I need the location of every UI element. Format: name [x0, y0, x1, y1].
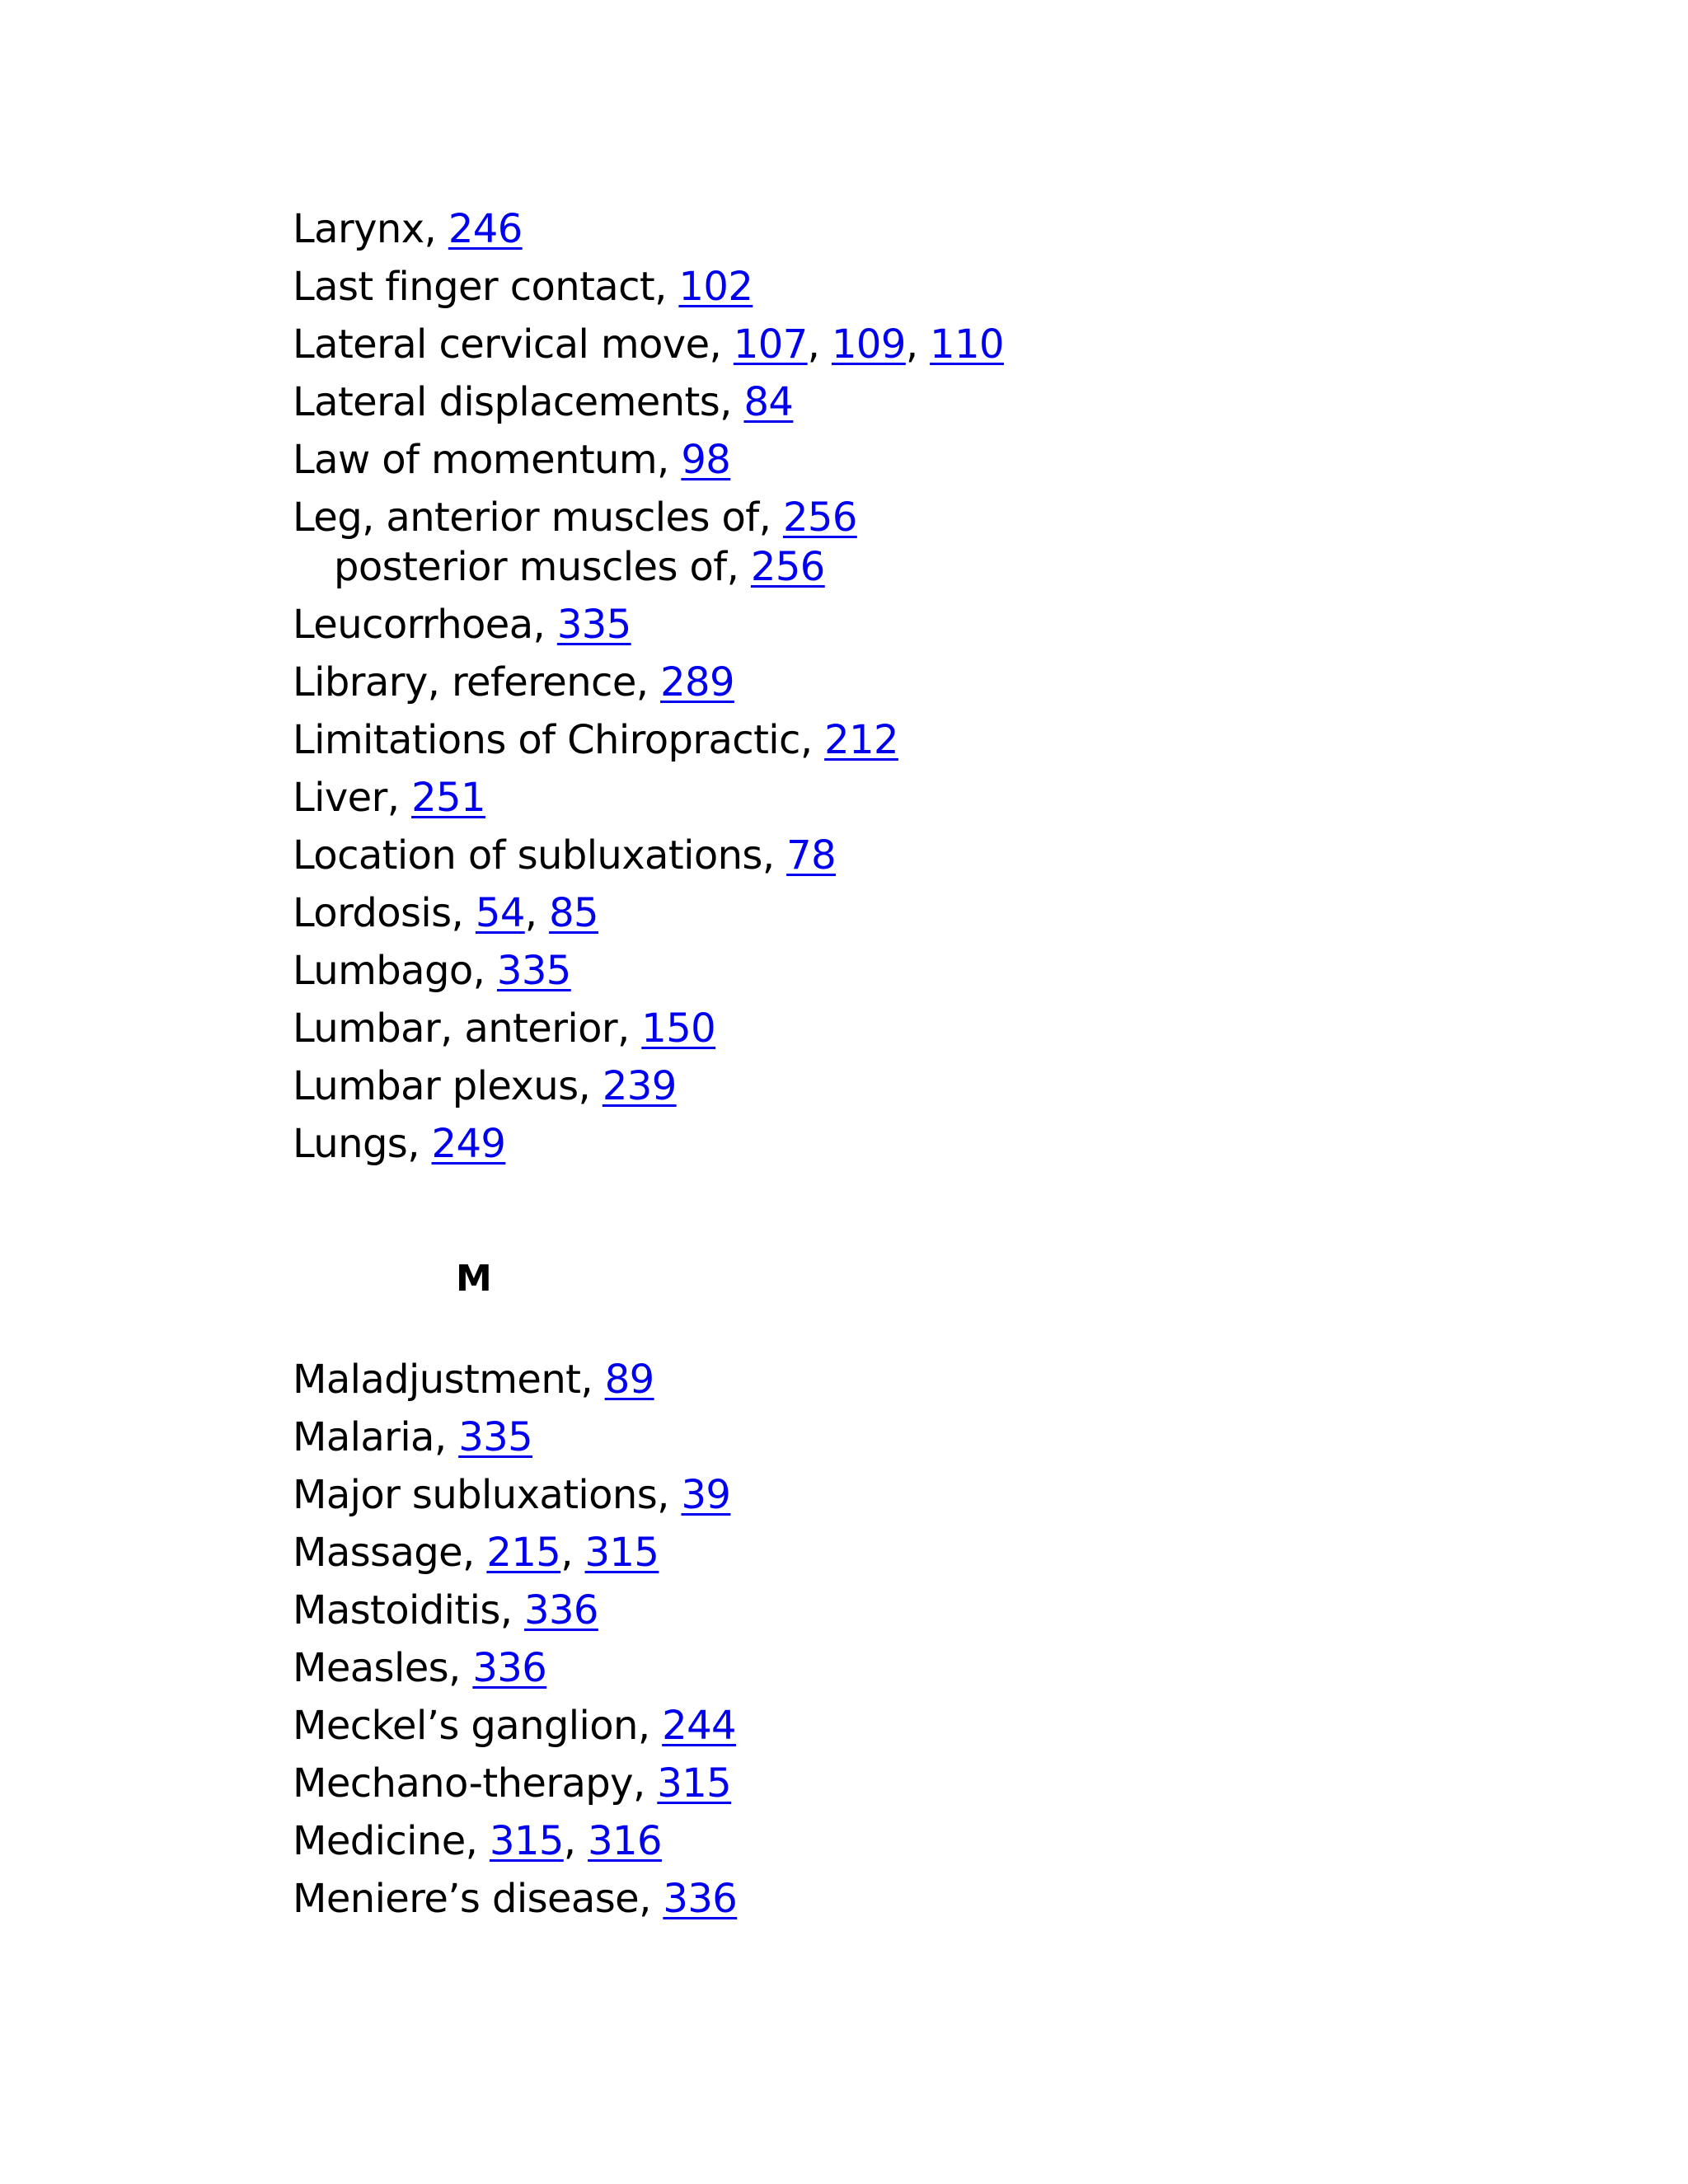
- page-link[interactable]: 256: [782, 494, 857, 541]
- index-term: Library, reference,: [293, 659, 661, 705]
- index-entry: [293, 658, 1529, 707]
- page-link[interactable]: 109: [831, 321, 906, 368]
- index-term: Larynx,: [293, 206, 448, 252]
- index-entry: [293, 262, 1529, 312]
- index-entry: [293, 1470, 1529, 1520]
- index-term: Massage,: [293, 1530, 487, 1576]
- index-term: Meckel’s ganglion,: [293, 1703, 663, 1749]
- index-term: Lungs,: [293, 1121, 432, 1167]
- index-entry: [293, 435, 1529, 485]
- page-link[interactable]: 256: [750, 544, 825, 590]
- index-entry: [293, 773, 1529, 823]
- page-link[interactable]: 89: [604, 1357, 654, 1403]
- index-entry: [293, 1701, 1529, 1750]
- page-link[interactable]: 315: [657, 1760, 732, 1807]
- page-separator: ,: [563, 1818, 588, 1864]
- index-section-l: [293, 204, 1529, 1177]
- index-entry: [293, 946, 1529, 996]
- index-term: Meniere’s disease,: [293, 1876, 663, 1922]
- page-separator: ,: [905, 321, 931, 368]
- page-link[interactable]: 102: [678, 264, 753, 310]
- page-link[interactable]: 289: [660, 659, 734, 705]
- index-entry: [293, 493, 1529, 542]
- index-term: Measles,: [293, 1645, 473, 1691]
- page-link[interactable]: 54: [475, 890, 525, 936]
- page-link[interactable]: 78: [786, 832, 837, 879]
- index-term: posterior muscles of,: [334, 544, 751, 590]
- page-link[interactable]: 84: [743, 379, 794, 425]
- index-entry: [293, 888, 1529, 938]
- page-separator: ,: [524, 890, 550, 936]
- page-link[interactable]: 336: [524, 1587, 598, 1633]
- page-link[interactable]: 110: [930, 321, 1004, 368]
- page-link[interactable]: 249: [431, 1121, 506, 1167]
- page-link[interactable]: 335: [496, 948, 571, 994]
- index-entry: [293, 204, 1529, 254]
- index-entry: [293, 320, 1529, 369]
- index-term: Malaria,: [293, 1414, 459, 1460]
- section-heading-m: M: [456, 1258, 492, 1300]
- index-entry: [293, 1816, 1529, 1866]
- index-entry: [293, 1119, 1529, 1169]
- index-term: Location of subluxations,: [293, 832, 787, 879]
- page-link[interactable]: 244: [662, 1703, 736, 1749]
- page-link[interactable]: 251: [411, 775, 485, 821]
- index-entry: [293, 1413, 1529, 1462]
- index-term: Mechano-therapy,: [293, 1760, 658, 1807]
- index-section-m: [293, 1355, 1529, 1932]
- page-link[interactable]: 107: [733, 321, 808, 368]
- index-entry: [293, 1874, 1529, 1924]
- page-link[interactable]: 98: [681, 437, 731, 483]
- index-entry: [293, 1759, 1529, 1808]
- index-entry: [293, 1528, 1529, 1577]
- index-term: Lateral displacements,: [293, 379, 744, 425]
- index-term: Leucorrhoea,: [293, 602, 557, 648]
- page-link[interactable]: 212: [824, 717, 898, 763]
- page-link[interactable]: 215: [486, 1530, 561, 1576]
- index-term: Lateral cervical move,: [293, 321, 734, 368]
- index-entry: [293, 1355, 1529, 1404]
- index-term: Maladjustment,: [293, 1357, 605, 1403]
- index-term: Leg, anterior muscles of,: [293, 494, 783, 541]
- page-link[interactable]: 336: [663, 1876, 738, 1922]
- index-term: Lumbago,: [293, 948, 497, 994]
- index-term: Mastoiditis,: [293, 1587, 525, 1633]
- index-term: Lumbar plexus,: [293, 1063, 603, 1109]
- index-term: Law of momentum,: [293, 437, 682, 483]
- index-entry: [293, 1586, 1529, 1635]
- index-entry: [293, 715, 1529, 765]
- page-link[interactable]: 336: [472, 1645, 547, 1691]
- page-link[interactable]: 39: [681, 1472, 731, 1518]
- page-link[interactable]: 246: [448, 206, 523, 252]
- index-entry: [293, 1004, 1529, 1053]
- page-link[interactable]: 150: [641, 1005, 716, 1052]
- page-link[interactable]: 335: [556, 602, 631, 648]
- page-separator: ,: [807, 321, 832, 368]
- index-term: Lumbar, anterior,: [293, 1005, 642, 1052]
- index-term: Limitations of Chiropractic,: [293, 717, 825, 763]
- index-subentry: [293, 542, 1529, 592]
- page-link[interactable]: 315: [489, 1818, 564, 1864]
- index-entry: [293, 831, 1529, 880]
- page-separator: ,: [560, 1530, 585, 1576]
- page-link[interactable]: 316: [588, 1818, 662, 1864]
- page-link[interactable]: 335: [458, 1414, 533, 1460]
- index-entry: [293, 1643, 1529, 1693]
- page-link[interactable]: 239: [602, 1063, 677, 1109]
- page-link[interactable]: 315: [584, 1530, 659, 1576]
- index-entry: [293, 1062, 1529, 1111]
- page-link[interactable]: 85: [549, 890, 598, 936]
- index-term: Last finger contact,: [293, 264, 679, 310]
- index-term: Liver,: [293, 775, 412, 821]
- index-term: Major subluxations,: [293, 1472, 682, 1518]
- index-term: Medicine,: [293, 1818, 490, 1864]
- index-entry: [293, 377, 1529, 427]
- index-entry: [293, 600, 1529, 649]
- index-term: Lordosis,: [293, 890, 476, 936]
